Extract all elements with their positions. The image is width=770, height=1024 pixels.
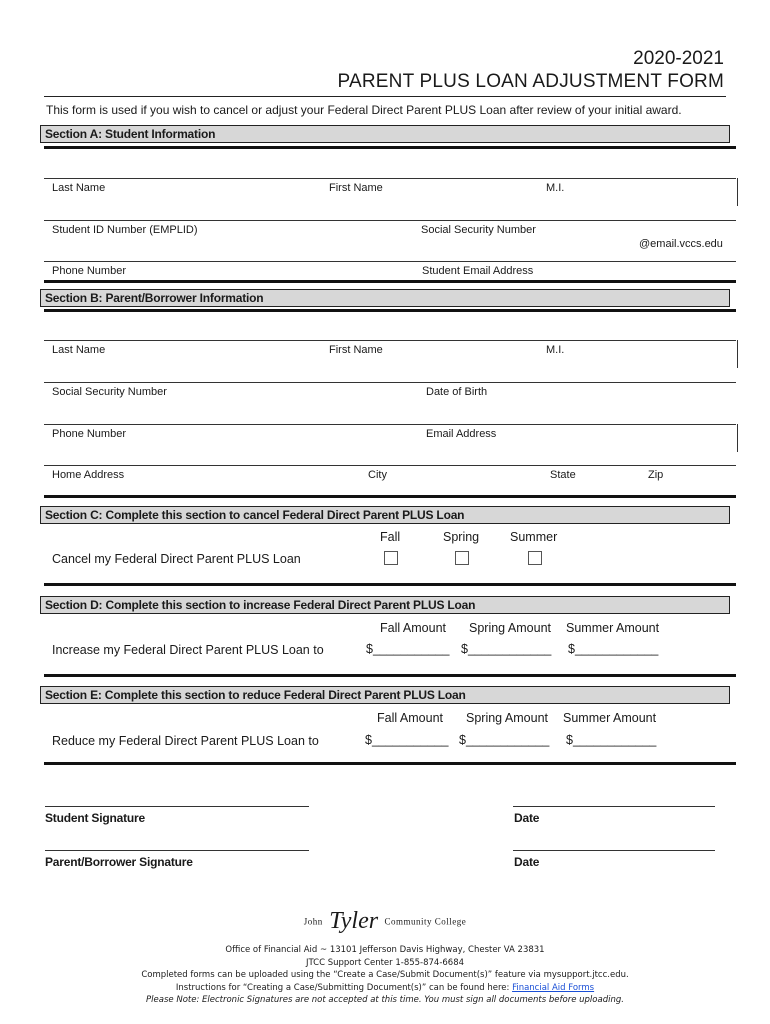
field-divider [737,424,738,452]
intro-text: This form is used if you wish to cancel or adjust your Federal Direct Parent PLUS Loan after review of your initial award. [46,103,682,117]
section-e-rule [44,762,736,765]
field-line [44,340,736,341]
financial-aid-forms-link[interactable]: Financial Aid Forms [512,983,595,993]
increase-loan-label: Increase my Federal Direct Parent PLUS Loan to [52,643,324,657]
section-e-heading: Section E: Complete this section to reduce Federal Direct Parent PLUS Loan [40,686,730,704]
section-b-rule [44,309,736,312]
parent-email-label: Email Address [426,428,497,440]
reduce-summer-amount-field[interactable]: $____________ [566,733,657,747]
cancel-loan-label: Cancel my Federal Direct Parent PLUS Loan [52,552,301,566]
parent-dob-label: Date of Birth [426,386,488,398]
city-label: City [368,469,387,481]
field-divider [737,178,738,206]
section-a-heading: Section A: Student Information [40,125,730,143]
college-logo [0,908,770,935]
parent-ssn-label: Social Security Number [52,386,167,398]
cancel-fall-checkbox[interactable] [384,551,398,565]
section-d-heading: Section D: Complete this section to increase Federal Direct Parent PLUS Loan [40,596,730,614]
student-last-name-label: Last Name [52,182,106,194]
parent-date-line[interactable] [513,850,715,851]
field-divider [737,340,738,368]
title-divider [44,96,726,97]
increase-fall-amount-label: Fall Amount [380,621,447,635]
parent-signature-label: Parent/Borrower Signature [45,855,193,869]
form-title: PARENT PLUS LOAN ADJUSTMENT FORM [337,71,724,92]
reduce-fall-amount-label: Fall Amount [377,711,444,725]
logo-text-left: John [303,916,323,927]
logo-script-text: Tyler [329,908,379,934]
student-date-line[interactable] [513,806,715,807]
student-id-label: Student ID Number (EMPLID) [52,224,198,236]
field-line [44,178,736,179]
footer-address: Office of Financial Aid ~ 13101 Jefferson Davis Highway, Chester VA 23831 [225,945,545,955]
state-label: State [550,469,576,481]
cancel-spring-checkbox[interactable] [455,551,469,565]
student-date-label: Date [514,811,540,825]
cancel-summer-checkbox[interactable] [528,551,542,565]
reduce-spring-amount-label: Spring Amount [466,711,548,725]
footer-instructions [0,983,770,993]
increase-summer-amount-field[interactable]: $____________ [568,642,659,656]
footer-signature-note: Please Note: Electronic Signatures are not accepted at this time. You must sign all documents before uploading. [146,995,624,1005]
increase-fall-amount-field[interactable]: $___________ [366,642,450,656]
increase-spring-amount-label: Spring Amount [469,621,551,635]
student-mi-label: M.I. [546,182,565,194]
parent-first-name-label: First Name [329,344,383,356]
section-c-rule [44,583,736,586]
summer-column-label: Summer [510,530,558,544]
student-signature-label: Student Signature [45,811,145,825]
footer-instructions-text: Instructions for “Creating a Case/Submitting Document(s)” can be found here: [175,983,513,993]
reduce-loan-label: Reduce my Federal Direct Parent PLUS Loan to [52,734,319,748]
student-first-name-label: First Name [329,182,383,194]
student-ssn-label: Social Security Number [421,224,536,236]
email-domain-text: @email.vccs.edu [639,238,723,250]
field-line [44,382,736,383]
section-c-top-rule [44,495,736,498]
form-year: 2020-2021 [633,48,724,69]
section-a-rule [44,146,736,149]
home-address-label: Home Address [52,469,125,481]
reduce-summer-amount-label: Summer Amount [563,711,657,725]
parent-date-label: Date [514,855,540,869]
zip-label: Zip [648,469,664,481]
section-d-rule [44,674,736,677]
spring-column-label: Spring [443,530,480,544]
parent-mi-label: M.I. [546,344,565,356]
parent-last-name-label: Last Name [52,344,106,356]
parent-phone-label: Phone Number [52,428,126,440]
reduce-fall-amount-field[interactable]: $___________ [365,733,449,747]
footer-upload-note: Completed forms can be uploaded using the “Create a Case/Submit Document(s)” feature via mysupport.jtcc.edu. [141,970,629,980]
student-email-label: Student Email Address [422,265,534,277]
field-line [44,261,736,262]
increase-summer-amount-label: Summer Amount [566,621,660,635]
field-line [44,424,736,425]
student-signature-line[interactable] [45,806,309,807]
logo-text-right: Community College [384,916,467,927]
footer-support: JTCC Support Center 1-855-874-6684 [305,958,465,968]
field-line [44,220,736,221]
section-b-top-rule [44,280,736,283]
section-c-heading: Section C: Complete this section to cancel Federal Direct Parent PLUS Loan [40,506,730,524]
increase-spring-amount-field[interactable]: $____________ [461,642,552,656]
section-b-heading: Section B: Parent/Borrower Information [40,289,730,307]
field-line [44,465,736,466]
parent-signature-line[interactable] [45,850,309,851]
fall-column-label: Fall [380,530,401,544]
reduce-spring-amount-field[interactable]: $____________ [459,733,550,747]
student-phone-label: Phone Number [52,265,126,277]
